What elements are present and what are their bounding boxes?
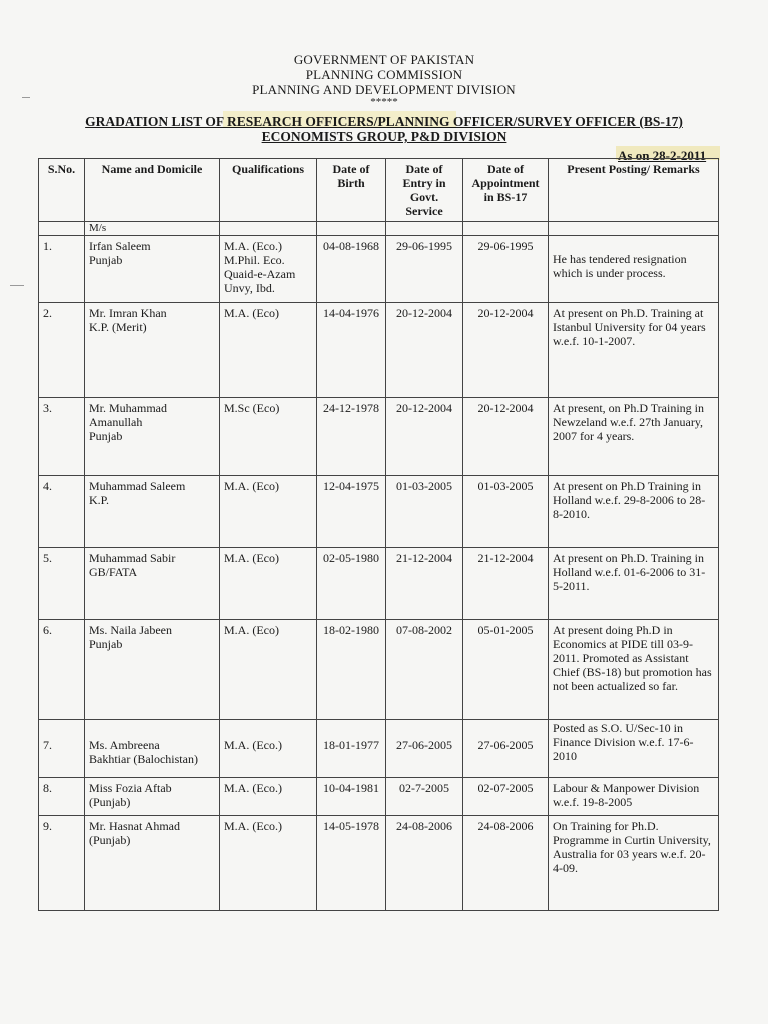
cell-date-of-birth: 24-12-1978 <box>317 398 386 476</box>
cell-date-of-birth: 02-05-1980 <box>317 548 386 620</box>
cell-qualifications: M.A. (Eco.) <box>220 816 317 911</box>
cell-name-domicile: Irfan Saleem Punjab <box>85 236 220 303</box>
cell-qualifications: M.A. (Eco) <box>220 548 317 620</box>
cell-date-of-appointment: 20-12-2004 <box>463 398 549 476</box>
cell-remarks: On Training for Ph.D. Programme in Curtin University, Australia for 03 years w.e.f. 20-4-09. <box>549 816 719 911</box>
cell-date-of-appointment: 02-07-2005 <box>463 778 549 816</box>
cell-sno: 1. <box>39 236 85 303</box>
header-line-government: GOVERNMENT OF PAKISTAN <box>293 52 475 67</box>
cell-date-of-entry: 24-08-2006 <box>386 816 463 911</box>
table-header-row <box>39 159 719 222</box>
cell-name-domicile: Muhammad Sabir GB/FATA <box>85 548 220 620</box>
cell-remarks: At present on Ph.D Training in Holland w.e.f. 29-8-2006 to 28-8-2010. <box>549 476 719 548</box>
cell-name-domicile: Muhammad Saleem K.P. <box>85 476 220 548</box>
cell-remarks: At present on Ph.D. Training at Istanbul University for 04 years w.e.f. 10-1-2007. <box>549 303 719 398</box>
cell-date-of-birth: 18-01-1977 <box>317 720 386 778</box>
cell-date-of-entry: 21-12-2004 <box>386 548 463 620</box>
table-row <box>39 816 719 911</box>
cell-name-domicile: Mr. Imran Khan K.P. (Merit) <box>85 303 220 398</box>
gradation-table <box>38 158 719 911</box>
cell-date-of-birth: 04-08-1968 <box>317 236 386 303</box>
document-title: GRADATION LIST OF RESEARCH OFFICERS/PLANNING OFFICER/SURVEY OFFICER (BS-17) <box>85 114 683 129</box>
cell-qualifications: M.Sc (Eco) <box>220 398 317 476</box>
col-header-remarks: Present Posting/ Remarks <box>549 159 719 222</box>
cell-sno: 5. <box>39 548 85 620</box>
cell-qualifications: M.A. (Eco) <box>220 620 317 720</box>
cell-date-of-birth: 14-04-1976 <box>317 303 386 398</box>
cell-sno: 2. <box>39 303 85 398</box>
cell-remarks: Labour & Manpower Division w.e.f. 19-8-2005 <box>549 778 719 816</box>
col-header-name: Name and Domicile <box>85 159 220 222</box>
col-header-dob: Date of Birth <box>317 159 386 222</box>
cell-sno: 6. <box>39 620 85 720</box>
cell-sno: 3. <box>39 398 85 476</box>
col-header-appointment: Date of Appointment in BS-17 <box>463 159 549 222</box>
table-row <box>39 548 719 620</box>
cell-date-of-birth: 14-05-1978 <box>317 816 386 911</box>
table-row <box>39 620 719 720</box>
cell-qualifications: M.A. (Eco) <box>220 476 317 548</box>
table-row <box>39 236 719 303</box>
scan-mark <box>22 97 30 98</box>
letterhead <box>0 52 768 107</box>
header-line-commission: PLANNING COMMISSION <box>305 67 463 82</box>
cell-date-of-appointment: 29-06-1995 <box>463 236 549 303</box>
cell-qualifications: M.A. (Eco.) <box>220 778 317 816</box>
cell-sno: 7. <box>39 720 85 778</box>
cell-remarks: At present on Ph.D. Training in Holland w.e.f. 01-6-2006 to 31-5-2011. <box>549 548 719 620</box>
cell-date-of-appointment: 05-01-2005 <box>463 620 549 720</box>
table-row <box>39 778 719 816</box>
cell-date-of-entry: 20-12-2004 <box>386 398 463 476</box>
cell-qualifications: M.A. (Eco.) <box>220 720 317 778</box>
cell-date-of-entry: 20-12-2004 <box>386 303 463 398</box>
col-header-qualifications: Qualifications <box>220 159 317 222</box>
table-row <box>39 398 719 476</box>
cell-qualifications: M.A. (Eco.) M.Phil. Eco. Quaid-e-Azam Unvy, Ibd. <box>220 236 317 303</box>
cell-date-of-birth: 12-04-1975 <box>317 476 386 548</box>
table-row <box>39 720 719 778</box>
header-stars: ***** <box>370 96 398 108</box>
document-subtitle: ECONOMISTS GROUP, P&D DIVISION <box>261 129 507 144</box>
table-row-ms <box>39 222 719 236</box>
cell-name-domicile: Ms. Naila Jabeen Punjab <box>85 620 220 720</box>
cell-remarks: At present doing Ph.D in Economics at PIDE till 03-9- 2011. Promoted as Assistant Chief (BS-18) but promotion has not been actualized so far. <box>549 620 719 720</box>
cell-date-of-entry: 01-03-2005 <box>386 476 463 548</box>
cell-name-domicile: Miss Fozia Aftab (Punjab) <box>85 778 220 816</box>
cell-remarks: Posted as S.O. U/Sec-10 in Finance Division w.e.f. 17-6-2010 <box>549 720 719 778</box>
cell-date-of-appointment: 21-12-2004 <box>463 548 549 620</box>
cell-remarks: At present, on Ph.D Training in Newzeland w.e.f. 27th January, 2007 for 4 years. <box>549 398 719 476</box>
scan-mark <box>10 285 24 286</box>
cell-sno: 8. <box>39 778 85 816</box>
cell-name-domicile: Mr. Muhammad Amanullah Punjab <box>85 398 220 476</box>
col-header-sno: S.No. <box>39 159 85 222</box>
cell-date-of-entry: 29-06-1995 <box>386 236 463 303</box>
cell-remarks: He has tendered resignation which is under process. <box>549 236 719 303</box>
header-line-division: PLANNING AND DEVELOPMENT DIVISION <box>252 82 516 97</box>
cell-date-of-appointment: 01-03-2005 <box>463 476 549 548</box>
cell-date-of-birth: 18-02-1980 <box>317 620 386 720</box>
cell-name-domicile: Ms. Ambreena Bakhtiar (Balochistan) <box>85 720 220 778</box>
cell-date-of-appointment: 27-06-2005 <box>463 720 549 778</box>
cell-sno: 4. <box>39 476 85 548</box>
cell-date-of-birth: 10-04-1981 <box>317 778 386 816</box>
cell-date-of-entry: 02-7-2005 <box>386 778 463 816</box>
cell-date-of-appointment: 20-12-2004 <box>463 303 549 398</box>
as-on-date: As on 28-2-2011 <box>618 148 707 163</box>
col-header-entry: Date of Entry in Govt. Service <box>386 159 463 222</box>
cell-date-of-entry: 27-06-2005 <box>386 720 463 778</box>
table-row <box>39 476 719 548</box>
cell-date-of-entry: 07-08-2002 <box>386 620 463 720</box>
cell-qualifications: M.A. (Eco) <box>220 303 317 398</box>
cell-date-of-appointment: 24-08-2006 <box>463 816 549 911</box>
cell-name-domicile: Mr. Hasnat Ahmad (Punjab) <box>85 816 220 911</box>
ms-label: M/s <box>85 222 220 236</box>
table-row <box>39 303 719 398</box>
cell-sno: 9. <box>39 816 85 911</box>
